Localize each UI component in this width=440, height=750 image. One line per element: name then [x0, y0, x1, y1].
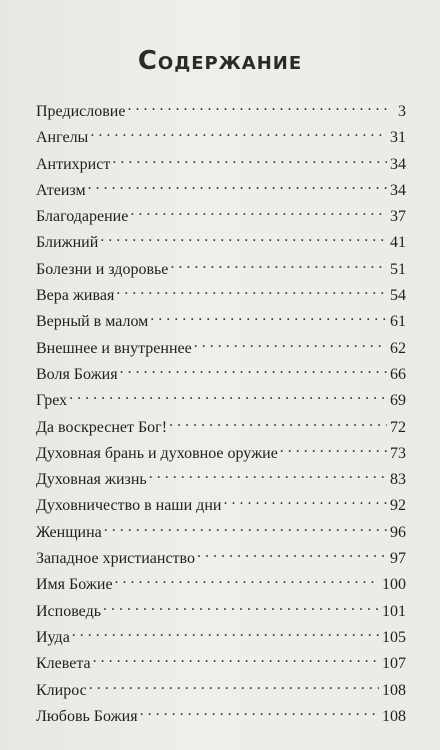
dot-leader	[149, 464, 387, 484]
dot-leader	[169, 412, 387, 432]
toc-entry	[36, 464, 406, 490]
toc-entry-title: Иуда	[36, 628, 70, 646]
toc-entry-page-number: 108	[382, 707, 406, 725]
table-of-contents	[36, 96, 406, 727]
dot-leader	[140, 701, 379, 721]
toc-entry-page-number: 97	[390, 550, 406, 568]
dot-leader	[103, 596, 379, 616]
toc-entry-page-number: 41	[390, 234, 406, 252]
page-title: Содержание	[137, 46, 303, 76]
toc-entry-title: Любовь Божия	[36, 707, 138, 725]
toc-entry-title: Западное христианство	[36, 550, 195, 568]
toc-entry	[36, 359, 406, 385]
toc-entry-page-number: 34	[390, 155, 406, 173]
toc-entry	[36, 543, 406, 569]
toc-entry-title: Атеизм	[36, 181, 86, 199]
dot-leader	[90, 122, 387, 142]
toc-entry-title: Ангелы	[36, 129, 89, 147]
dot-leader	[280, 438, 387, 458]
toc-entry	[36, 675, 406, 701]
toc-entry-title: Антихрист	[36, 155, 111, 173]
toc-entry-title: Верный в малом	[36, 313, 149, 331]
toc-entry	[36, 517, 406, 543]
toc-entry	[36, 122, 406, 148]
toc-entry	[36, 175, 406, 201]
toc-entry-page-number: 66	[390, 365, 406, 383]
dot-leader	[112, 149, 387, 169]
toc-entry	[36, 596, 406, 622]
toc-entry-page-number: 51	[390, 260, 406, 278]
toc-entry-page-number: 31	[390, 129, 406, 147]
toc-entry-page-number: 108	[382, 681, 406, 699]
toc-entry-page-number: 101	[382, 602, 406, 620]
toc-entry-title: Исповедь	[36, 602, 102, 620]
toc-entry-page-number: 69	[390, 392, 406, 410]
toc-entry	[36, 149, 406, 175]
dot-leader	[100, 227, 387, 247]
toc-entry-title: Клевета	[36, 655, 91, 673]
toc-entry	[36, 280, 406, 306]
toc-entry-page-number: 105	[382, 628, 406, 646]
toc-entry-page-number: 107	[382, 655, 406, 673]
dot-leader	[116, 280, 387, 300]
toc-entry-page-number: 73	[390, 444, 406, 462]
toc-entry-page-number: 37	[390, 208, 406, 226]
toc-entry-page-number: 62	[390, 339, 406, 357]
toc-entry	[36, 306, 406, 332]
toc-entry-title: Духовная брань и духовное оружие	[36, 444, 278, 462]
toc-entry	[36, 569, 406, 595]
dot-leader	[130, 201, 387, 221]
toc-entry	[36, 490, 406, 516]
toc-entry	[36, 201, 406, 227]
dot-leader	[69, 385, 387, 405]
toc-entry-page-number: 3	[398, 103, 406, 120]
toc-entry-page-number: 72	[390, 418, 406, 436]
toc-entry	[36, 622, 406, 648]
toc-entry-title: Да воскреснет Бог!	[36, 418, 168, 436]
dot-leader	[88, 175, 387, 195]
dot-leader	[115, 569, 379, 589]
toc-entry-page-number: 34	[390, 181, 406, 199]
dot-leader	[104, 517, 387, 537]
toc-entry	[36, 648, 406, 674]
dot-leader	[93, 648, 379, 668]
toc-entry	[36, 701, 406, 727]
dot-leader	[72, 622, 379, 642]
toc-entry-title: Духовная жизнь	[36, 471, 147, 489]
toc-entry	[36, 385, 406, 411]
dot-leader	[120, 359, 387, 379]
toc-entry-title: Клирос	[36, 681, 87, 699]
dot-leader	[89, 675, 379, 695]
toc-entry-title: Благодарение	[36, 208, 129, 226]
toc-entry-page-number: 96	[390, 523, 406, 541]
dot-leader	[194, 333, 387, 353]
toc-entry-title: Внешнее и внутреннее	[36, 339, 192, 357]
toc-entry	[36, 333, 406, 359]
dot-leader	[170, 254, 387, 274]
dot-leader	[197, 543, 387, 563]
toc-entry-page-number: 100	[382, 576, 406, 594]
toc-entry	[36, 254, 406, 280]
toc-entry	[36, 227, 406, 253]
toc-entry-title: Женщина	[36, 523, 102, 541]
toc-entry	[36, 96, 406, 122]
toc-entry-title: Предисловие	[36, 103, 126, 120]
dot-leader	[150, 306, 387, 326]
toc-entry-title: Грех	[36, 392, 68, 410]
toc-entry-title: Воля Божия	[36, 365, 118, 383]
toc-entry-page-number: 61	[390, 313, 406, 331]
toc-entry-title: Болезни и здоровье	[36, 260, 169, 278]
toc-entry-title: Имя Божие	[36, 576, 113, 594]
toc-entry-page-number: 92	[390, 497, 406, 515]
toc-entry-title: Духовничество в наши дни	[36, 497, 222, 515]
dot-leader	[223, 490, 387, 510]
toc-entry-title: Ближний	[36, 234, 99, 252]
dot-leader	[127, 96, 391, 116]
toc-entry-page-number: 54	[390, 287, 406, 305]
toc-entry	[36, 412, 406, 438]
toc-entry-title: Вера живая	[36, 287, 115, 305]
toc-entry	[36, 438, 406, 464]
toc-entry-page-number: 83	[390, 471, 406, 489]
